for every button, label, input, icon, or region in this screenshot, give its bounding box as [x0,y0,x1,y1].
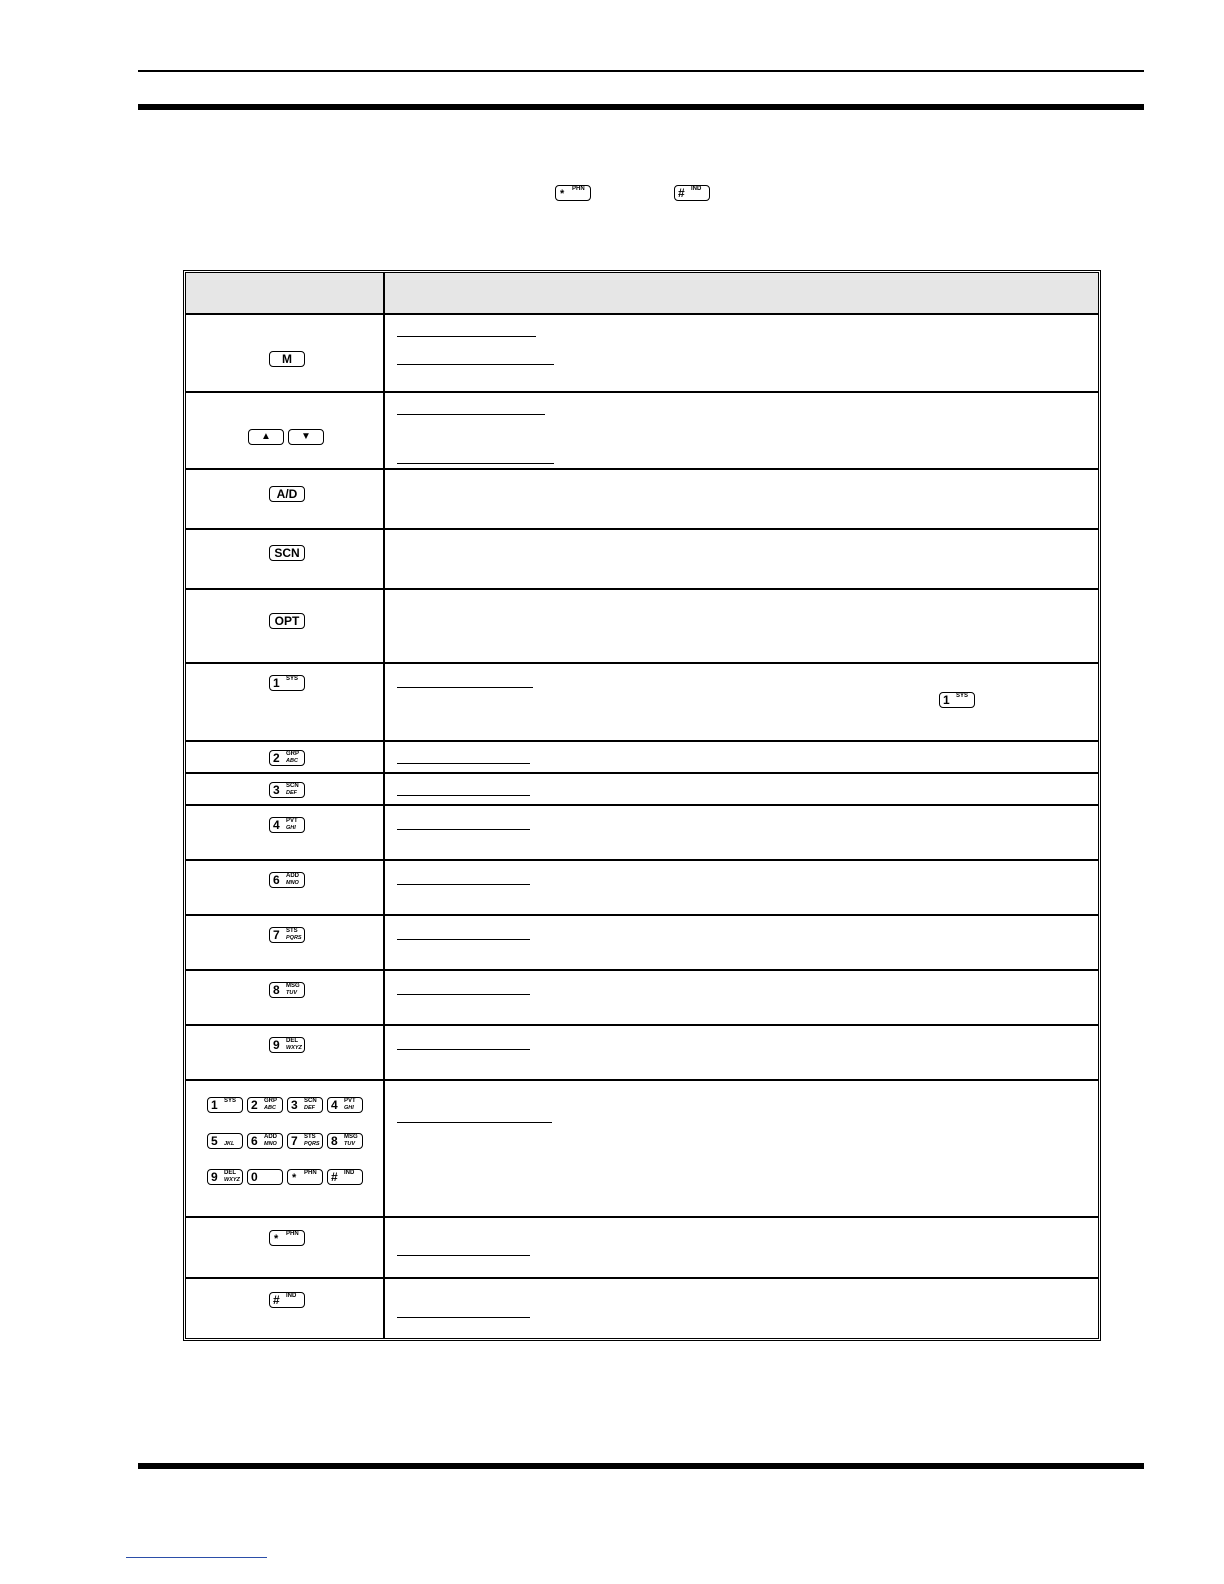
key-main: 4 [273,818,280,832]
key-main: 2 [251,1098,258,1112]
key-main: A/D [276,487,298,501]
star-phn-key-icon [269,1230,305,1246]
key-main: 9 [211,1170,218,1184]
table-row-1-key [186,664,1098,742]
table-row-star-key [186,1218,1098,1279]
5-jkl-key-icon [207,1133,243,1149]
key-sup: PVT [286,818,298,824]
6-add-key-icon [247,1133,283,1149]
header-cell-key [186,273,385,313]
key-main: * [560,188,565,200]
key-sub: MNO [264,1141,277,1147]
down-arrow-icon [288,429,324,445]
underlined-heading [397,1255,530,1256]
2-grp-key-icon [269,750,305,766]
0-key-icon [247,1169,283,1185]
key-main: 2 [273,751,280,765]
key-sub: TUV [344,1141,355,1147]
key-sup: MSG [344,1134,358,1140]
table-row-m-key [186,315,1098,393]
table-row-opt-key [186,590,1098,664]
7-sts-key-icon [287,1133,323,1149]
table-row-scn-key [186,530,1098,590]
6-add-key-icon [269,872,305,888]
key-main: M [282,352,292,366]
hash-ind-key-icon [269,1292,305,1308]
3-scn-key-icon [287,1097,323,1113]
table-row-9-key [186,1026,1098,1081]
description-cell [385,806,1098,859]
table-header-row [186,273,1098,315]
key-sup: SCN [286,783,299,789]
key-cell [186,470,385,528]
key-sup: IND [286,1293,297,1299]
description-cell [385,1081,1098,1216]
header-cell-function [385,273,1098,313]
key-main: OPT [274,614,300,628]
key-sup: STS [304,1134,316,1140]
key-main: 0 [251,1170,258,1184]
8-msg-key-icon [327,1133,363,1149]
key-sup: GRP [286,751,300,757]
key-main: * [292,1172,297,1184]
description-cell [385,1218,1098,1277]
key-main: 7 [273,928,280,942]
4-pvt-key-icon [327,1097,363,1113]
description-cell [385,393,1098,468]
key-sub: DEF [286,790,297,796]
key-sub: PQRS [286,935,302,941]
key-sup: PHN [572,186,585,192]
key-main: 7 [291,1134,298,1148]
table-row-7-key [186,916,1098,971]
m-key-icon [269,351,305,367]
table-row-ad-key [186,470,1098,530]
8-msg-key-icon [269,982,305,998]
key-sub: WXYZ [286,1045,302,1051]
key-cell [186,916,385,969]
key-sup: IND [344,1170,355,1176]
key-sup: DEL [224,1170,236,1176]
star-phn-key-icon [555,185,591,201]
header-rule-thick [138,104,1144,110]
intro-line [0,184,1224,202]
header-rule-thin [138,70,1144,72]
4-pvt-key-icon [269,817,305,833]
description-cell [385,774,1098,804]
key-main: 8 [331,1134,338,1148]
key-main: 6 [251,1134,258,1148]
description-cell [385,861,1098,914]
key-cell [186,1279,385,1338]
hash-ind-key-icon [674,185,710,201]
key-main: 1 [273,676,280,690]
underlined-heading [397,1049,530,1050]
description-cell [385,1026,1098,1079]
description-cell [385,971,1098,1024]
key-sub: GHI [286,825,296,831]
key-main: 3 [291,1098,298,1112]
table-row-2-key [186,742,1098,774]
key-glyph: ▼ [301,431,311,442]
opt-key-icon [269,613,305,629]
hash-ind-key-icon [327,1169,363,1185]
underlined-heading [397,1122,552,1123]
key-sub: ABC [264,1105,276,1111]
9-del-key-icon [207,1169,243,1185]
key-glyph: ▲ [261,431,271,442]
underlined-heading [397,994,530,995]
key-cell [186,1026,385,1079]
2-grp-key-icon [247,1097,283,1113]
key-sub: WXYZ [224,1177,240,1183]
key-cell [186,861,385,914]
key-main: 5 [211,1134,218,1148]
key-sup: ADD [286,873,299,879]
key-cell [186,315,385,391]
key-cell [186,806,385,859]
table-row-hash-key [186,1279,1098,1338]
key-sup: SCN [304,1098,317,1104]
underlined-heading [397,829,530,830]
key-sup: STS [286,928,298,934]
key-sub: TUV [286,990,297,996]
key-main: 1 [211,1098,218,1112]
1-sys-key-icon [269,675,305,691]
key-sub: MNO [286,880,299,886]
scn-key-icon [269,545,305,561]
description-cell [385,315,1098,391]
key-main: * [274,1233,279,1245]
description-cell [385,590,1098,662]
key-cell [186,742,385,772]
underlined-heading [397,687,533,688]
table-row-3-key [186,774,1098,806]
key-sup: PHN [286,1231,299,1237]
underlined-heading [397,463,554,464]
key-sup: SYS [286,676,299,682]
key-main: # [678,186,685,200]
key-main: 1 [943,693,950,707]
key-main: # [273,1293,280,1307]
key-sup: DEL [286,1038,298,1044]
footer-link-underline[interactable] [126,1557,267,1558]
key-cell [186,1081,385,1216]
underlined-heading [397,939,530,940]
key-sup: PVT [344,1098,356,1104]
key-main: 3 [273,783,280,797]
key-sub: PQRS [304,1141,320,1147]
key-sup: ADD [264,1134,277,1140]
key-sup: IND [691,186,702,192]
key-sup: SYS [224,1098,237,1104]
description-cell [385,664,1098,740]
key-sup: SYS [956,693,969,699]
key-sub: JKL [224,1141,235,1147]
key-cell [186,530,385,588]
underlined-heading [397,763,530,764]
table-row-arrow-keys [186,393,1098,470]
underlined-heading [397,795,530,796]
underlined-heading [397,414,545,415]
description-cell [385,530,1098,588]
key-sub: ABC [286,758,298,764]
footer-rule-thick [138,1463,1144,1469]
key-sup: MSG [286,983,300,989]
underlined-heading [397,336,536,337]
table-row-6-key [186,861,1098,916]
table-row-keypad [186,1081,1098,1218]
9-del-key-icon [269,1037,305,1053]
underlined-heading [397,364,554,365]
key-sub: DEF [304,1105,315,1111]
key-function-table [183,270,1101,1341]
up-arrow-icon [248,429,284,445]
key-main: 8 [273,983,280,997]
key-main: 9 [273,1038,280,1052]
1-sys-key-icon [207,1097,243,1113]
description-cell [385,916,1098,969]
key-sup: PHN [304,1170,317,1176]
table-row-8-key [186,971,1098,1026]
key-cell [186,971,385,1024]
key-cell [186,664,385,740]
3-scn-key-icon [269,782,305,798]
ad-key-icon [269,486,305,502]
key-cell [186,774,385,804]
key-main: 6 [273,873,280,887]
key-cell [186,1218,385,1277]
description-cell [385,742,1098,772]
underlined-heading [397,884,530,885]
key-cell [186,393,385,468]
key-cell [186,590,385,662]
key-main: # [331,1170,338,1184]
key-sub: GHI [344,1105,354,1111]
underlined-heading [397,1317,530,1318]
key-main: SCN [274,546,300,560]
7-sts-key-icon [269,927,305,943]
1-sys-inline-key-icon [939,692,975,708]
key-sup: GRP [264,1098,278,1104]
description-cell [385,1279,1098,1338]
key-main: 4 [331,1098,338,1112]
description-cell [385,470,1098,528]
table-row-4-key [186,806,1098,861]
star-phn-key-icon [287,1169,323,1185]
